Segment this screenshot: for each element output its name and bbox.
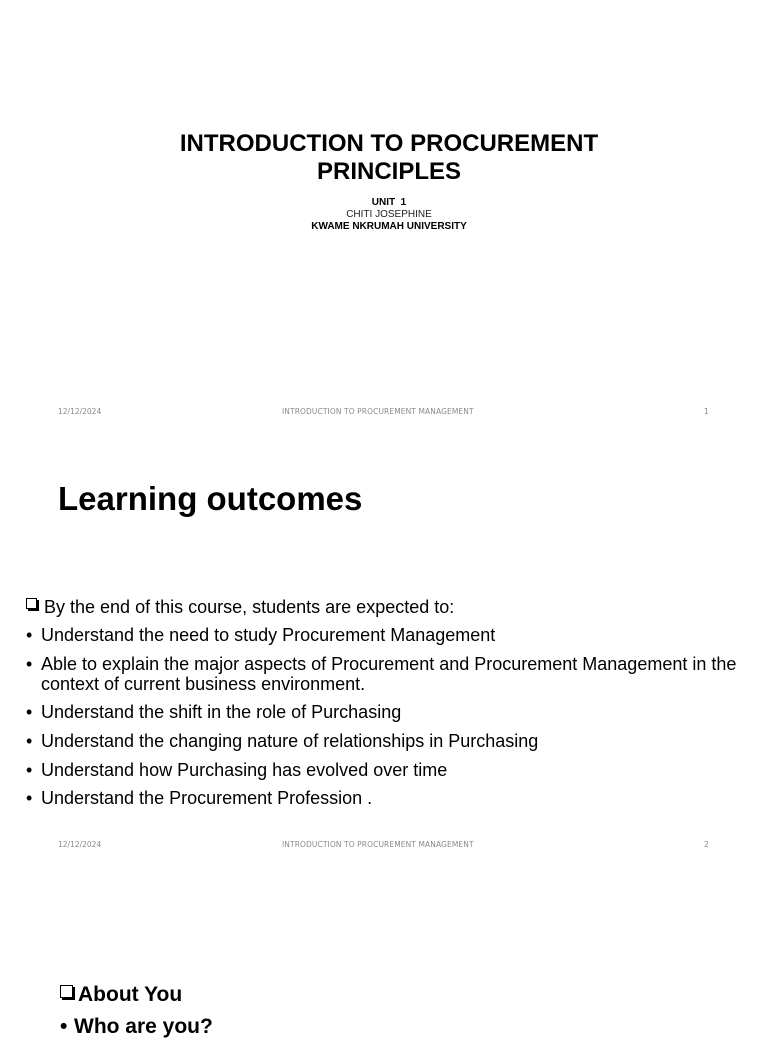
bullet-icon: • (60, 1015, 68, 1038)
list-item-text: Understand how Purchasing has evolved over time (41, 759, 448, 780)
list-item-text: Understand the need to study Procurement Management (41, 625, 496, 645)
bullet-icon: • (26, 653, 33, 674)
list-intro-text: By the end of this course, students are expected to: (44, 597, 455, 617)
bullet-icon: • (26, 625, 33, 645)
footer-title: INTRODUCTION TO PROCUREMENT MANAGEMENT (282, 407, 474, 416)
list-item (26, 654, 756, 694)
bullet-icon: • (26, 788, 33, 809)
title-subtitle-block (0, 197, 768, 233)
slide-3 (0, 866, 768, 1038)
about-sub-item (60, 1014, 213, 1040)
checkbox-bullet-icon (26, 598, 37, 609)
slide-1 (0, 0, 768, 433)
list-intro (26, 597, 756, 617)
bullet-icon: • (26, 731, 33, 752)
title-line-1: INTRODUCTION TO PROCUREMENT (179, 130, 599, 157)
list-item-text: Understand the Procurement Profession . (41, 788, 373, 809)
list-item-text: Understand the changing nature of relationships in Purchasing (41, 731, 539, 752)
footer-page-number: 1 (704, 407, 709, 416)
author-name: CHITI JOSEPHINE (346, 209, 432, 220)
presentation-title (0, 130, 768, 186)
slide-2 (0, 433, 768, 866)
list-item-text: Understand the shift in the role of Purchasing (41, 702, 402, 723)
footer-page-number: 2 (704, 840, 709, 849)
title-line-2: PRINCIPLES (316, 158, 462, 185)
list-item (26, 760, 756, 780)
about-sub-item-text: Who are you? (74, 1015, 213, 1038)
slide-footer (0, 407, 768, 419)
checkbox-bullet-icon (60, 985, 73, 998)
list-item (26, 702, 756, 722)
list-item (26, 731, 756, 751)
footer-title: INTRODUCTION TO PROCUREMENT MANAGEMENT (282, 840, 474, 849)
slide-heading: Learning outcomes (58, 480, 363, 517)
university-name: KWAME NKRUMAH UNIVERSITY (311, 221, 467, 232)
learning-outcomes-list (26, 597, 756, 817)
footer-date: 12/12/2024 (58, 407, 102, 416)
about-heading-text: About You (78, 983, 183, 1006)
slide-footer (0, 840, 768, 852)
footer-date: 12/12/2024 (58, 840, 102, 849)
list-item (26, 625, 756, 645)
bullet-icon: • (26, 759, 33, 780)
list-item-text: Able to explain the major aspects of Procurement and Procurement Management in the context of current business environment. (41, 653, 737, 694)
bullet-icon: • (26, 702, 33, 723)
unit-label: UNIT 1 (371, 197, 407, 208)
about-heading (60, 982, 182, 1008)
list-item (26, 788, 756, 808)
